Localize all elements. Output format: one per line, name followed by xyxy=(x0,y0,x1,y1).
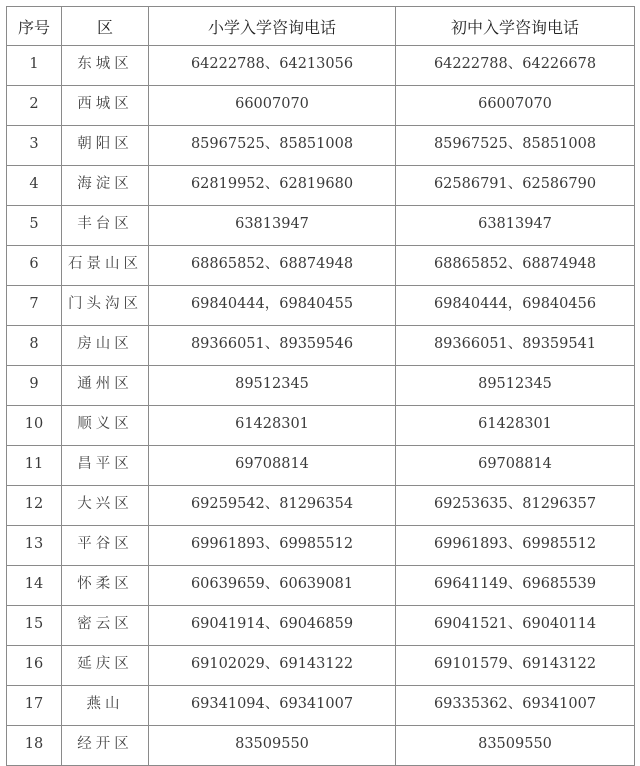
row-seq-cell: 1 xyxy=(7,46,62,86)
row-primary-phone-cell: 89366051、89359546 xyxy=(149,326,396,366)
row-middle-phone-cell: 69335362、69341007 xyxy=(396,686,635,726)
row-primary-phone-cell: 69259542、81296354 xyxy=(149,486,396,526)
row-seq-cell: 3 xyxy=(7,126,62,166)
row-district-cell: 顺义区 xyxy=(62,406,149,446)
row-district-cell: 经开区 xyxy=(62,726,149,766)
row-middle-phone-cell: 69253635、81296357 xyxy=(396,486,635,526)
table-header-row xyxy=(7,7,635,46)
row-seq-cell: 18 xyxy=(7,726,62,766)
row-primary-phone-cell: 69341094、69341007 xyxy=(149,686,396,726)
row-primary-phone-cell: 62819952、62819680 xyxy=(149,166,396,206)
row-district-cell: 门头沟区 xyxy=(62,286,149,326)
table-row xyxy=(7,366,635,406)
row-seq-cell: 5 xyxy=(7,206,62,246)
table-row xyxy=(7,726,635,766)
row-primary-phone-cell: 83509550 xyxy=(149,726,396,766)
row-district-cell: 平谷区 xyxy=(62,526,149,566)
row-middle-phone-cell: 85967525、85851008 xyxy=(396,126,635,166)
row-middle-phone-cell: 69101579、69143122 xyxy=(396,646,635,686)
table-row xyxy=(7,606,635,646)
table-row xyxy=(7,326,635,366)
row-seq-cell: 4 xyxy=(7,166,62,206)
row-district-cell: 朝阳区 xyxy=(62,126,149,166)
row-primary-phone-cell: 61428301 xyxy=(149,406,396,446)
row-district-cell: 石景山区 xyxy=(62,246,149,286)
row-seq-cell: 12 xyxy=(7,486,62,526)
row-district-cell: 燕山 xyxy=(62,686,149,726)
row-district-cell: 密云区 xyxy=(62,606,149,646)
row-seq-cell: 14 xyxy=(7,566,62,606)
row-middle-phone-cell: 68865852、68874948 xyxy=(396,246,635,286)
header-district: 区 xyxy=(62,7,149,46)
row-primary-phone-cell: 63813947 xyxy=(149,206,396,246)
row-middle-phone-cell: 61428301 xyxy=(396,406,635,446)
table-row xyxy=(7,86,635,126)
row-primary-phone-cell: 89512345 xyxy=(149,366,396,406)
row-middle-phone-cell: 69961893、69985512 xyxy=(396,526,635,566)
row-district-cell: 怀柔区 xyxy=(62,566,149,606)
row-seq-cell: 6 xyxy=(7,246,62,286)
row-primary-phone-cell: 64222788、64213056 xyxy=(149,46,396,86)
table-row xyxy=(7,526,635,566)
row-seq-cell: 8 xyxy=(7,326,62,366)
enrollment-phone-table xyxy=(6,6,635,766)
row-district-cell: 通州区 xyxy=(62,366,149,406)
row-middle-phone-cell: 66007070 xyxy=(396,86,635,126)
table-row xyxy=(7,126,635,166)
row-primary-phone-cell: 69041914、69046859 xyxy=(149,606,396,646)
row-district-cell: 房山区 xyxy=(62,326,149,366)
header-seq: 序号 xyxy=(7,7,62,46)
row-seq-cell: 16 xyxy=(7,646,62,686)
row-district-cell: 大兴区 xyxy=(62,486,149,526)
table-row xyxy=(7,46,635,86)
table-row xyxy=(7,446,635,486)
table-row xyxy=(7,646,635,686)
row-seq-cell: 9 xyxy=(7,366,62,406)
row-primary-phone-cell: 66007070 xyxy=(149,86,396,126)
row-seq-cell: 2 xyxy=(7,86,62,126)
table-row xyxy=(7,286,635,326)
table-row xyxy=(7,486,635,526)
header-primary-phone: 小学入学咨询电话 xyxy=(149,7,396,46)
row-seq-cell: 13 xyxy=(7,526,62,566)
table-row xyxy=(7,566,635,606)
row-seq-cell: 10 xyxy=(7,406,62,446)
row-seq-cell: 11 xyxy=(7,446,62,486)
row-primary-phone-cell: 69840444，69840455 xyxy=(149,286,396,326)
row-district-cell: 延庆区 xyxy=(62,646,149,686)
row-primary-phone-cell: 68865852、68874948 xyxy=(149,246,396,286)
row-primary-phone-cell: 69102029、69143122 xyxy=(149,646,396,686)
row-middle-phone-cell: 89366051、89359541 xyxy=(396,326,635,366)
row-primary-phone-cell: 69708814 xyxy=(149,446,396,486)
row-district-cell: 东城区 xyxy=(62,46,149,86)
header-middle-phone: 初中入学咨询电话 xyxy=(396,7,635,46)
table-row xyxy=(7,686,635,726)
row-district-cell: 海淀区 xyxy=(62,166,149,206)
row-primary-phone-cell: 85967525、85851008 xyxy=(149,126,396,166)
row-seq-cell: 7 xyxy=(7,286,62,326)
row-seq-cell: 17 xyxy=(7,686,62,726)
table-row xyxy=(7,206,635,246)
row-seq-cell: 15 xyxy=(7,606,62,646)
row-district-cell: 西城区 xyxy=(62,86,149,126)
row-middle-phone-cell: 64222788、64226678 xyxy=(396,46,635,86)
row-district-cell: 昌平区 xyxy=(62,446,149,486)
table-row xyxy=(7,406,635,446)
table-row xyxy=(7,246,635,286)
row-middle-phone-cell: 89512345 xyxy=(396,366,635,406)
row-middle-phone-cell: 69840444，69840456 xyxy=(396,286,635,326)
table-row xyxy=(7,166,635,206)
row-middle-phone-cell: 83509550 xyxy=(396,726,635,766)
row-middle-phone-cell: 69041521、69040114 xyxy=(396,606,635,646)
row-middle-phone-cell: 69641149、69685539 xyxy=(396,566,635,606)
row-district-cell: 丰台区 xyxy=(62,206,149,246)
row-primary-phone-cell: 60639659、60639081 xyxy=(149,566,396,606)
row-middle-phone-cell: 63813947 xyxy=(396,206,635,246)
row-middle-phone-cell: 62586791、62586790 xyxy=(396,166,635,206)
row-middle-phone-cell: 69708814 xyxy=(396,446,635,486)
row-primary-phone-cell: 69961893、69985512 xyxy=(149,526,396,566)
